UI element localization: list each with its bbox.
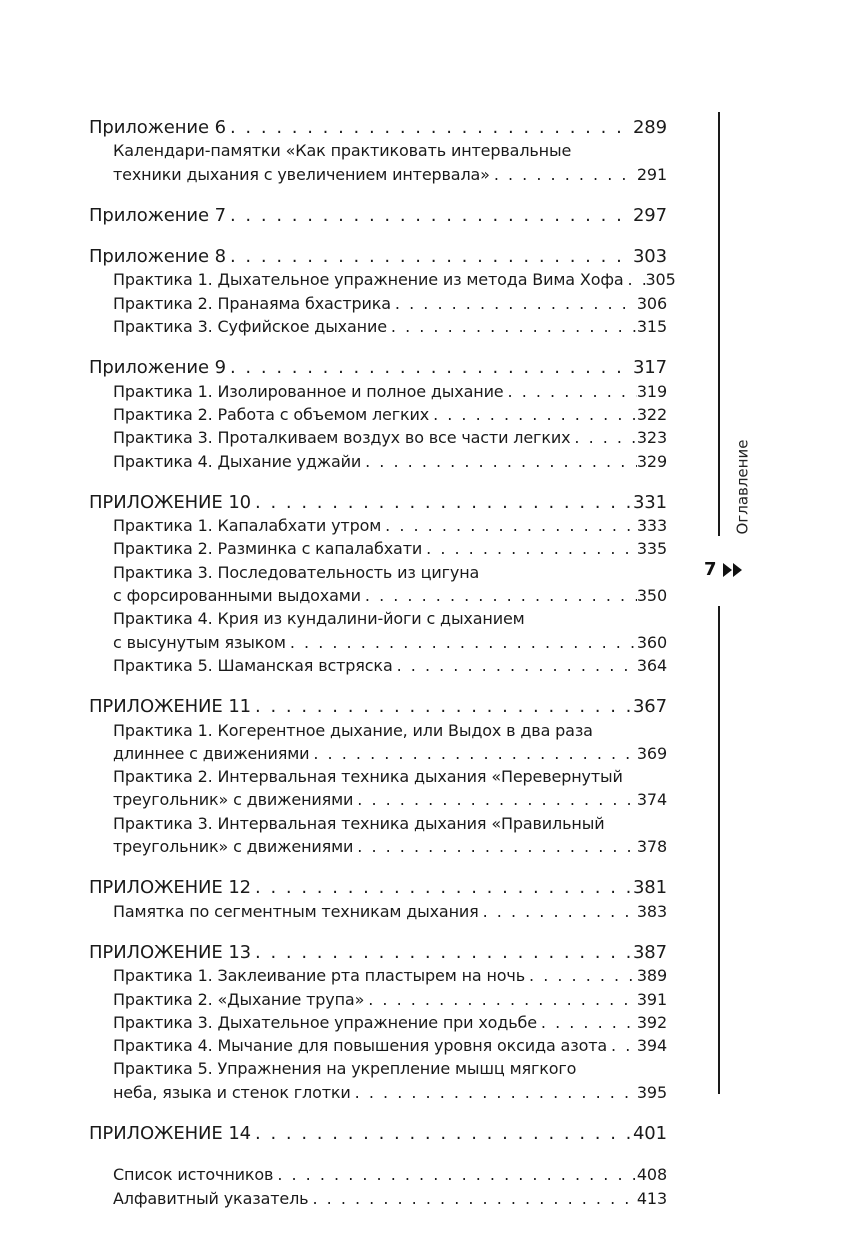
toc-section	[89, 356, 667, 379]
toc-title: ПРИЛОЖЕНИЕ 12	[89, 877, 252, 899]
toc-section	[89, 204, 667, 227]
toc-title: Практика 3. Дыхательное упражнение при ходьбе	[113, 1012, 537, 1032]
toc-entry	[89, 139, 667, 162]
dot-leader	[393, 654, 637, 677]
toc-page-number: 395	[636, 1082, 667, 1102]
dot-leader	[226, 356, 633, 379]
toc-page-number: 383	[636, 901, 667, 921]
toc-entry	[89, 315, 667, 338]
toc-title: Практика 4. Крия из кундалини-йоги с дыханием	[113, 609, 525, 629]
dot-leader	[387, 315, 637, 338]
toc-entry	[89, 268, 676, 291]
toc-entry	[89, 1057, 667, 1080]
dot-leader	[351, 1081, 637, 1104]
toc-title: Список источников	[113, 1165, 274, 1185]
toc-title: треугольник» с движениями	[113, 790, 354, 810]
toc-title: Практика 3. Интервальная техника дыхания «Правильный	[113, 813, 605, 833]
toc-section	[89, 245, 667, 268]
toc-entry	[89, 742, 667, 765]
toc-title: ПРИЛОЖЕНИЕ 13	[89, 941, 252, 963]
toc-entry	[89, 561, 667, 584]
dot-leader	[504, 380, 637, 403]
toc-page-number: 306	[636, 293, 667, 313]
toc-title: Приложение 7	[89, 204, 226, 226]
dot-leader	[479, 900, 637, 923]
toc-title: Практика 3. Суфийское дыхание	[113, 317, 387, 337]
dot-leader	[525, 964, 637, 987]
toc-entry	[89, 1081, 667, 1104]
toc-title: Практика 2. Интервальная техника дыхания «Перевернутый	[113, 767, 623, 787]
toc-page-number: 297	[632, 204, 667, 226]
dot-leader	[273, 1163, 637, 1186]
toc-entry	[89, 403, 667, 426]
toc-page-number: 413	[636, 1188, 667, 1208]
toc-page-number: 323	[636, 428, 667, 448]
toc-title: длиннее с движениями	[113, 743, 310, 763]
toc-title: Практика 2. Пранаяма бхастрика	[113, 293, 391, 313]
toc-page-number: 360	[636, 632, 667, 652]
toc-title: ПРИЛОЖЕНИЕ 10	[89, 491, 252, 513]
toc-section	[89, 491, 667, 514]
dot-leader	[364, 988, 637, 1011]
toc-title: Приложение 8	[89, 246, 226, 268]
toc-title: с высунутым языком	[113, 632, 286, 652]
toc-title: с форсированными выдохами	[113, 586, 361, 606]
toc-entry	[89, 964, 667, 987]
toc-page-number: 317	[632, 357, 667, 379]
dot-leader	[570, 426, 637, 449]
toc-title: Приложение 6	[89, 117, 226, 138]
toc-entry	[89, 765, 667, 788]
toc-title: треугольник» с движениями	[113, 837, 354, 857]
section-label	[722, 439, 762, 535]
toc-entry	[89, 426, 667, 449]
toc-title: Практика 2. «Дыхание трупа»	[113, 989, 365, 1009]
toc-page-number: 335	[636, 539, 667, 559]
toc-title: ПРИЛОЖЕНИЕ 14	[89, 1122, 252, 1144]
toc-entry	[89, 988, 667, 1011]
dot-leader	[353, 835, 637, 858]
dot-leader	[226, 204, 633, 227]
dot-leader	[361, 450, 637, 473]
toc-page-number: 381	[632, 877, 667, 899]
toc-entry	[89, 900, 667, 923]
toc-title: Практика 2. Разминка с капалабхати	[113, 539, 423, 559]
dot-leader	[251, 695, 633, 718]
toc-title: Практика 1. Когерентное дыхание, или Выдох в два раза	[113, 720, 593, 740]
table-of-contents	[89, 110, 676, 1210]
toc-entry	[89, 292, 667, 315]
dot-leader	[381, 514, 637, 537]
dot-leader	[226, 245, 633, 268]
toc-title: Практика 1. Заклеивание рта пластырем на ночь	[113, 966, 526, 986]
toc-section	[89, 876, 667, 899]
toc-page-number: 289	[632, 117, 667, 138]
toc-page-number: 387	[632, 941, 667, 963]
toc-title: Памятка по сегментным техникам дыхания	[113, 901, 479, 921]
toc-page-number: 319	[636, 381, 667, 401]
dot-leader	[309, 742, 637, 765]
toc-page-number: 367	[632, 696, 667, 718]
dot-leader	[251, 876, 633, 899]
toc-page-number: 333	[636, 516, 667, 536]
dot-leader	[226, 116, 633, 139]
toc-title: Практика 5. Упражнения на укрепление мышц мягкого	[113, 1059, 577, 1079]
toc-entry	[89, 788, 667, 811]
toc-section	[89, 1122, 667, 1145]
toc-entry	[89, 1163, 667, 1186]
toc-entry	[89, 584, 667, 607]
toc-entry	[89, 380, 667, 403]
toc-section	[89, 941, 667, 964]
dot-leader	[422, 537, 637, 560]
section-label-text: Оглавление	[733, 439, 752, 535]
dot-leader	[624, 268, 646, 291]
vertical-rule-lower	[718, 606, 720, 1094]
dot-leader	[607, 1034, 637, 1057]
toc-page-number: 408	[636, 1165, 667, 1185]
toc-title: Практика 1. Дыхательное упражнение из метода Вима Хофа	[113, 270, 624, 290]
dot-leader	[429, 403, 637, 426]
toc-entry	[89, 631, 667, 654]
toc-page-number: 394	[636, 1036, 667, 1056]
toc-title: Практика 4. Мычание для повышения уровня оксида азота	[113, 1036, 608, 1056]
toc-entry	[89, 514, 667, 537]
vertical-rule-upper	[718, 112, 720, 536]
toc-title: Календари-памятки «Как практиковать интервальные	[113, 141, 572, 161]
toc-page-number: 329	[636, 451, 667, 471]
toc-section	[89, 695, 667, 718]
dot-leader	[251, 491, 633, 514]
dot-leader	[308, 1187, 636, 1210]
dot-leader	[251, 941, 633, 964]
toc-section	[89, 116, 667, 139]
toc-page-number: 392	[636, 1012, 667, 1032]
toc-page-number: 389	[636, 966, 667, 986]
toc-title: Практика 4. Дыхание уджайи	[113, 451, 362, 471]
toc-title: неба, языка и стенок глотки	[113, 1082, 351, 1102]
toc-page-number: 315	[636, 317, 667, 337]
toc-entry	[89, 719, 667, 742]
dot-leader	[361, 584, 637, 607]
toc-entry	[89, 812, 667, 835]
toc-entry	[89, 1011, 667, 1034]
toc-title: Практика 3. Проталкиваем воздух во все части легких	[113, 428, 571, 448]
toc-page-number: 401	[632, 1122, 667, 1144]
toc-page-number: 322	[636, 404, 667, 424]
double-arrow-icon	[723, 563, 743, 577]
toc-page-number: 331	[632, 491, 667, 513]
toc-title: Алфавитный указатель	[113, 1188, 309, 1208]
toc-title: ПРИЛОЖЕНИЕ 11	[89, 696, 252, 718]
toc-title: Приложение 9	[89, 357, 226, 379]
dot-leader	[251, 1122, 633, 1145]
dot-leader	[490, 163, 637, 186]
toc-page-number: 364	[636, 655, 667, 675]
toc-entry	[89, 654, 667, 677]
toc-entry	[89, 1187, 667, 1210]
toc-title: Практика 1. Капалабхати утром	[113, 516, 382, 536]
toc-entry	[89, 537, 667, 560]
toc-page-number: 391	[636, 989, 667, 1009]
page-number	[704, 559, 743, 580]
toc-page-number: 303	[632, 246, 667, 268]
toc-page-number: 369	[636, 743, 667, 763]
toc-entry	[89, 450, 667, 473]
toc-page-number: 291	[636, 164, 667, 184]
toc-page-number: 378	[636, 837, 667, 857]
toc-title: техники дыхания с увеличением интервала»	[113, 164, 490, 184]
toc-page-number: 374	[636, 790, 667, 810]
toc-page-number: 350	[636, 586, 667, 606]
dot-leader	[537, 1011, 637, 1034]
toc-title: Практика 3. Последовательность из цигуна	[113, 562, 480, 582]
toc-title: Практика 2. Работа с объемом легких	[113, 404, 430, 424]
toc-entry	[89, 163, 667, 186]
page-number-text: 7	[704, 559, 717, 580]
toc-title: Практика 5. Шаманская встряска	[113, 655, 393, 675]
dot-leader	[353, 788, 637, 811]
toc-entry	[89, 835, 667, 858]
toc-title: Практика 1. Изолированное и полное дыхание	[113, 381, 504, 401]
toc-page-number: 305	[645, 270, 676, 290]
toc-entry	[89, 1034, 667, 1057]
toc-entry	[89, 607, 667, 630]
dot-leader	[286, 631, 637, 654]
dot-leader	[391, 292, 637, 315]
